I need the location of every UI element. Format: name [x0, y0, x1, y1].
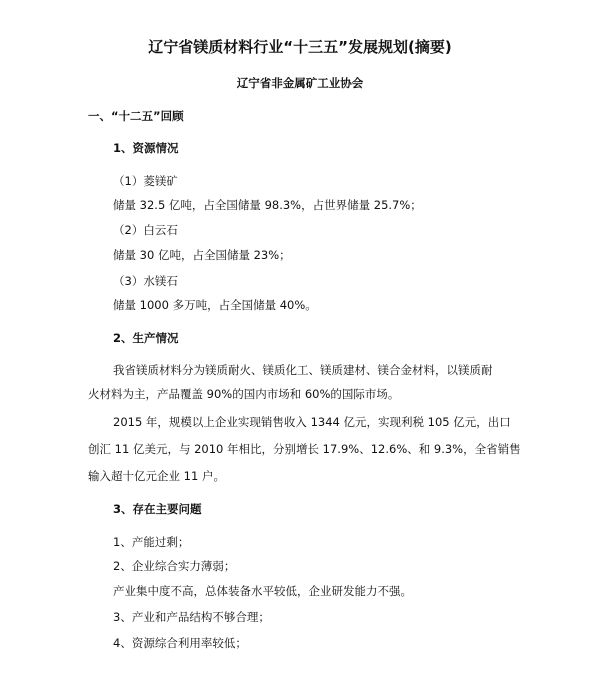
subsection-heading-problems: 3、存在主要问题 [113, 502, 202, 516]
paragraph-line: 我省镁质材料分为镁质耐火、镁质化工、镁质建材、镁合金材料，以镁质耐 [113, 363, 493, 377]
resource-item-text: 储量 1000 多万吨，占全国储量 40%。 [113, 298, 317, 312]
section-heading-review: 一、“十二五”回顾 [88, 109, 184, 123]
problem-item: 4、资源综合利用率较低； [113, 636, 247, 650]
paragraph-line: 创汇 11 亿美元，与 2010 年相比，分别增长 17.9%、12.6%、和 9.3%，全省销售 [88, 442, 521, 456]
resource-item-label: （3）水镁石 [113, 274, 178, 288]
document-title: 辽宁省镁质材料行业“十三五”发展规划(摘要) [148, 38, 452, 56]
resource-item-label: （1）菱镁矿 [113, 174, 178, 188]
paragraph-line: 2015 年，规模以上企业实现销售收入 1344 亿元，实现利税 105 亿元，出口 [113, 415, 511, 429]
paragraph-line: 火材料为主，产品覆盖 90%的国内市场和 60%的国际市场。 [88, 387, 400, 401]
problem-item: 2、企业综合实力薄弱； [113, 559, 236, 573]
paragraph-line: 输入超十亿元企业 11 户。 [88, 469, 225, 483]
resource-item-text: 储量 32.5 亿吨，占全国储量 98.3%，占世界储量 25.7%； [113, 198, 422, 212]
problem-item: 1、产能过剩； [113, 535, 190, 549]
resource-item-label: （2）白云石 [113, 223, 178, 237]
problem-item-text: 产业集中度不高，总体装备水平较低，企业研发能力不强。 [113, 584, 412, 598]
subsection-heading-resources: 1、资源情况 [113, 141, 179, 155]
subsection-heading-production: 2、生产情况 [113, 331, 179, 345]
resource-item-text: 储量 30 亿吨，占全国储量 23%； [113, 248, 291, 262]
document-subtitle: 辽宁省非金属矿工业协会 [236, 76, 364, 90]
problem-item: 3、产业和产品结构不够合理； [113, 610, 270, 624]
